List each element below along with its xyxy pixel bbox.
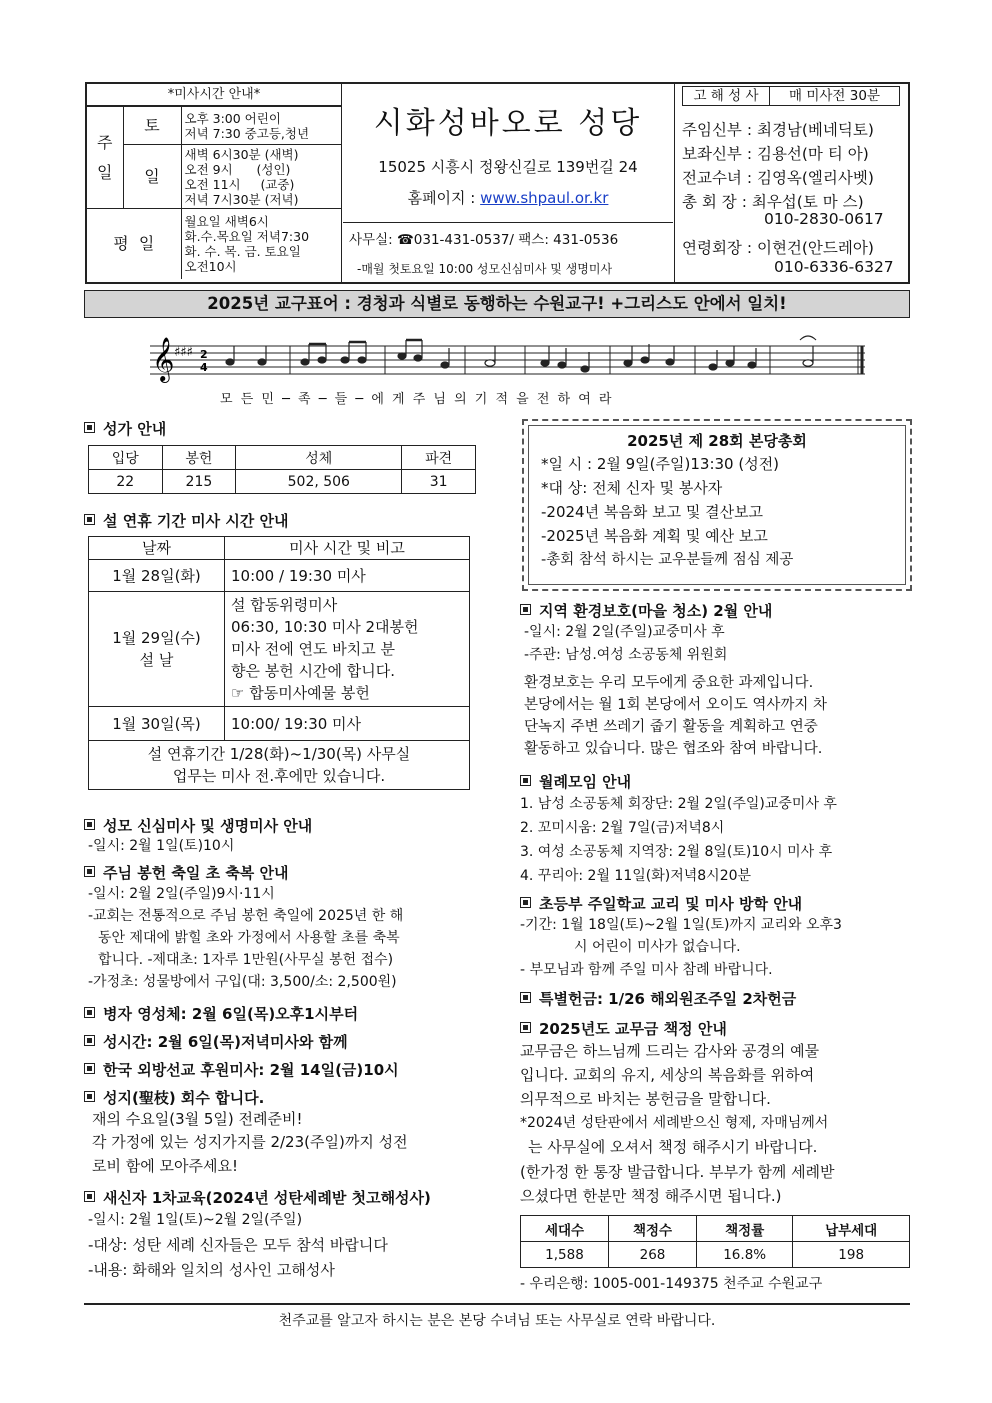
checkbox-bullet-icon (84, 422, 95, 433)
monthly-meeting-2: 2. 꼬미시움: 2월 7일(금)저녁8시 (520, 820, 725, 836)
mission-mass-title: 한국 외방선교 후원미사: 2월 14일(금)10시 (84, 1059, 399, 1080)
confession-label: 고 해 성 사 (682, 86, 770, 106)
holiday-footer-note: 설 연휴기간 1/28(화)~1/30(목) 사무실 업무는 미사 전.후에만 있습니다. (89, 741, 470, 790)
stat-value-assessed: 268 (609, 1242, 697, 1268)
mission-sister: 전교수녀 : 김영옥(엘리사벳) (682, 169, 874, 187)
environment-text-3: 단녹지 주변 쓰레기 줍기 활동을 계획하고 연중 (524, 719, 818, 735)
new-member-date: -일시: 2월 1일(토)~2월 2일(주일) (88, 1212, 303, 1228)
special-collection-title: 특별헌금: 1/26 해외원조주일 2차헌금 (520, 988, 796, 1009)
office-contact: 사무실: ☎031-431-0537/ 팩스: 431-0536 (349, 232, 619, 248)
sunday-time-2: 오전 9시 (성인) (184, 161, 291, 177)
checkbox-bullet-icon (84, 1063, 95, 1074)
tithe-stats-table (520, 1215, 910, 1268)
convention-line-3: -2024년 복음화 보고 및 결산보고 (541, 503, 764, 521)
stat-value-rate: 16.8% (697, 1242, 793, 1268)
sick-communion-title: 병자 영성체: 2월 6일(목)오후1시부터 (84, 1003, 358, 1024)
sunday-day-label: 일 (123, 145, 181, 209)
mass-schedule-title: *미사시간 안내* (87, 84, 341, 106)
mass-schedule-box (87, 84, 342, 282)
hymn-section-title: 성가 안내 (84, 418, 166, 439)
tithe-text-3: 의무적으로 바치는 봉헌금을 말합니다. (520, 1090, 771, 1108)
checkbox-bullet-icon (84, 866, 95, 877)
marian-mass-title: 성모 신심미사 및 생명미사 안내 (84, 815, 312, 836)
council-chairman: 총 회 장 : 최우섭(토 마 스) (682, 193, 864, 211)
confession-value: 매 미사전 30분 (770, 86, 900, 106)
sunday-school-notice: - 부모님과 함께 주일 미사 참례 바랍니다. (520, 962, 773, 978)
environment-organizer: -주관: 남성.여성 소공동체 위원회 (524, 647, 728, 663)
saturday-label: 토 (123, 107, 181, 145)
hymn-table (88, 445, 476, 494)
marian-mass-date: -일시: 2월 1일(토)10시 (88, 838, 235, 854)
homepage-link[interactable]: www.shpaul.or.kr (480, 189, 609, 207)
treble-clef-icon: 𝄞 (152, 337, 175, 381)
stat-header-assessed: 책정수 (609, 1216, 697, 1242)
stat-value-households: 1,588 (521, 1242, 609, 1268)
convention-line-2: *대 상: 전체 신자 및 봉사자 (541, 479, 723, 497)
hymn-value-dismissal: 31 (402, 470, 476, 494)
monthly-meeting-title: 월례모임 안내 (520, 771, 631, 792)
parish-name: 시화성바오로 성당 (373, 106, 643, 141)
new-member-education-title: 새신자 1차교육(2024년 성탄세례받 첫고해성사) (84, 1187, 431, 1208)
weekday-label: 평 일 (87, 209, 181, 279)
hymn-header-offertory: 봉헌 (162, 446, 236, 470)
holiday-note-3: 10:00/ 19:30 미사 (225, 707, 470, 741)
hymn-header-dismissal: 파견 (402, 446, 476, 470)
pastor: 주임신부 : 최경남(베네딕토) (682, 121, 874, 139)
convention-line-5: -총회 참석 하시는 교우분들께 점심 제공 (541, 552, 794, 568)
palm-collection-title: 성지(聖枝) 회수 합니다. (84, 1087, 264, 1108)
tithe-text-6: (한가정 한 통장 발급합니다. 부부가 함께 세례받 (520, 1163, 835, 1181)
time-signature-bottom: 4 (200, 361, 208, 374)
clergy-box (676, 84, 908, 282)
palm-collection-text-3: 로비 함에 모아주세요! (92, 1157, 238, 1175)
bank-account: - 우리은행: 1005-001-149375 천주교 수원교구 (520, 1276, 823, 1292)
hymn-header-entrance: 입당 (89, 446, 163, 470)
time-signature-top: 2 (200, 348, 208, 361)
footer-divider (84, 1303, 910, 1305)
tithe-text-4: *2024년 성탄판에서 세례받으신 형제, 자매님께서 (520, 1115, 829, 1131)
holiday-schedule-table (88, 536, 470, 790)
checkbox-bullet-icon (84, 819, 95, 830)
new-member-content: -내용: 화해와 일치의 성사인 고해성사 (88, 1261, 335, 1279)
homepage-label: 홈페이지 : (407, 189, 481, 207)
checkbox-bullet-icon (520, 1022, 531, 1033)
new-member-target: -대상: 성탄 세례 신자들은 모두 참석 바랍니다 (88, 1236, 388, 1254)
tithe-text-5: 는 사무실에 오셔서 책정 해주시기 바랍니다. (528, 1138, 818, 1156)
stat-header-paid: 납부세대 (793, 1216, 910, 1242)
candle-blessing-text-2: 동안 제대에 밝힐 초와 가정에서 사용할 초를 축복 (98, 930, 400, 946)
chairman-phone: 010-2830-0617 (764, 210, 884, 228)
key-signature-icon: ♯♯♯ (174, 345, 193, 360)
stat-value-paid: 198 (793, 1242, 910, 1268)
candle-blessing-title: 주님 봉헌 축일 초 축복 안내 (84, 862, 289, 883)
divider (343, 222, 673, 223)
monthly-meeting-3: 3. 여성 소공동체 지역장: 2월 8일(토)10시 미사 후 (520, 844, 833, 860)
saturday-time-1: 오후 3:00 어린이 (184, 110, 281, 126)
music-staff (150, 332, 870, 388)
saturday-times (181, 107, 342, 145)
tithe-text-7: 으셨다면 한분만 책정 해주시면 됩니다.) (520, 1187, 782, 1205)
holiday-header-date: 날짜 (89, 537, 225, 560)
hymn-value-communion: 502, 506 (236, 470, 402, 494)
environment-text-4: 활동하고 있습니다. 많은 협조와 참여 바랍니다. (524, 741, 823, 757)
stat-header-rate: 책정률 (697, 1216, 793, 1242)
parish-info-box (343, 84, 675, 282)
mass-schedule-table (87, 106, 342, 279)
checkbox-bullet-icon (520, 604, 531, 615)
sunday-school-period-cont: 시 어린이 미사가 없습니다. (574, 939, 741, 955)
weekday-times (181, 209, 342, 279)
hymn-header-communion: 성체 (236, 446, 402, 470)
homepage-row (343, 187, 673, 208)
holiday-note-1: 10:00 / 19:30 미사 (225, 560, 470, 592)
assistant-priest: 보좌신부 : 김용선(마 티 아) (682, 145, 869, 163)
environment-date: -일시: 2월 2일(주일)교중미사 후 (524, 624, 725, 640)
convention-line-1: *일 시 : 2월 9일(주일)13:30 (성전) (541, 455, 780, 473)
saturday-time-2: 저녁 7:30 중고등,청년 (184, 125, 310, 141)
tithe-section-title: 2025년도 교무금 책정 안내 (520, 1018, 727, 1039)
candle-blessing-text-1: -교회는 전통적으로 주님 봉헌 축일에 2025년 한 해 (88, 908, 404, 924)
sunday-time-4: 저녁 7시30분 (저녁) (184, 191, 299, 207)
holy-hour-title: 성시간: 2월 6일(목)저녁미사와 함께 (84, 1031, 348, 1052)
confession-row (682, 86, 900, 106)
sunday-time-1: 새벽 6시30분 (새벽) (184, 146, 299, 162)
convention-title: 2025년 제 28회 본당총회 (627, 432, 807, 450)
palm-collection-text-2: 각 가정에 있는 성지가지를 2/23(주일)까지 성전 (92, 1133, 408, 1151)
sunday-times (181, 145, 342, 209)
sunday-label: 주 일 (87, 107, 123, 209)
parish-convention-inner (528, 425, 906, 585)
hymn-value-entrance: 22 (89, 470, 163, 494)
checkbox-bullet-icon (520, 775, 531, 786)
weekday-time-1: 월요일 새벽6시 (184, 213, 269, 229)
sunday-time-3: 오전 11시 (교중) (184, 176, 295, 192)
convention-line-4: -2025년 복음화 계획 및 예산 보고 (541, 527, 768, 545)
holiday-section-title: 설 연휴 기간 미사 시간 안내 (84, 510, 289, 531)
parish-address: 15025 시흥시 정왕신길로 139번길 24 (378, 158, 638, 176)
association-head: 연령회장 : 이현건(안드레아) (682, 239, 874, 257)
stat-header-households: 세대수 (521, 1216, 609, 1242)
checkbox-bullet-icon (520, 992, 531, 1003)
weekday-time-4: 오전10시 (184, 258, 237, 274)
tithe-text-2: 입니다. 교회의 유지, 세상의 복음화를 위하여 (520, 1066, 815, 1084)
tithe-text-1: 교무금은 하느님께 드리는 감사와 공경의 예물 (520, 1042, 820, 1060)
checkbox-bullet-icon (84, 1191, 95, 1202)
association-phone: 010-6336-6327 (774, 258, 894, 276)
checkbox-bullet-icon (520, 897, 531, 908)
parish-convention-box (522, 419, 912, 591)
candle-blessing-date: -일시: 2월 2일(주일)9시·11시 (88, 886, 275, 902)
weekday-time-2: 화.수.목요일 저녁7:30 (184, 228, 310, 244)
monthly-meeting-4: 4. 꾸리아: 2월 11일(화)저녁8시20분 (520, 868, 752, 884)
candle-blessing-text-3: 합니다. -제대초: 1자루 1만원(사무실 봉헌 접수) (98, 952, 394, 968)
holiday-note-2: 설 합동위령미사 06:30, 10:30 미사 2대봉헌 미사 전에 연도 바치고 분 향은 봉헌 시간에 합니다. ☞ 합동미사예물 봉헌 (225, 592, 470, 707)
sunday-school-period: -기간: 1월 18일(토)~2월 1일(토)까지 교리와 오후3 (520, 917, 842, 933)
hymn-lyrics: 모 든 민 ─ 족 ─ 들 ─ 에 게 주 님 의 기 적 을 전 하 여 라 (220, 392, 614, 407)
holiday-date-2: 1월 29일(수) 설 날 (89, 592, 225, 707)
first-saturday-notice: -매월 첫토요일 10:00 성모신심미사 및 생명미사 (357, 262, 613, 276)
checkbox-bullet-icon (84, 1007, 95, 1018)
bulletin-header (85, 82, 910, 284)
hymn-value-offertory: 215 (162, 470, 236, 494)
sunday-school-vacation-title: 초등부 주일학교 교리 및 미사 방학 안내 (520, 893, 802, 914)
environment-text-1: 환경보호는 우리 모두에게 중요한 과제입니다. (524, 675, 814, 691)
environment-text-2: 본당에서는 월 1회 본당에서 오이도 역사까지 차 (524, 697, 828, 713)
holiday-date-1: 1월 28일(화) (89, 560, 225, 592)
holiday-date-3: 1월 30일(목) (89, 707, 225, 741)
palm-collection-text-1: 재의 수요일(3월 5일) 전례준비! (92, 1110, 303, 1128)
checkbox-bullet-icon (84, 514, 95, 525)
holiday-header-note: 미사 시간 및 비고 (225, 537, 470, 560)
monthly-meeting-1: 1. 남성 소공동체 회장단: 2월 2일(주일)교중미사 후 (520, 796, 837, 812)
footer-notice: 천주교를 알고자 하시는 분은 본당 수녀님 또는 사무실로 연락 바랍니다. (278, 1313, 716, 1329)
environment-section-title: 지역 환경보호(마을 청소) 2월 안내 (520, 600, 772, 621)
checkbox-bullet-icon (84, 1035, 95, 1046)
diocese-motto: 2025년 교구표어 : 경청과 식별로 동행하는 수원교구! +그리스도 안에서 일치! (84, 290, 910, 318)
weekday-time-3: 화. 수. 목. 금. 토요일 (184, 243, 301, 259)
checkbox-bullet-icon (84, 1091, 95, 1102)
candle-blessing-text-4: -가정초: 성물방에서 구입(대: 3,500/소: 2,500원) (88, 974, 397, 990)
